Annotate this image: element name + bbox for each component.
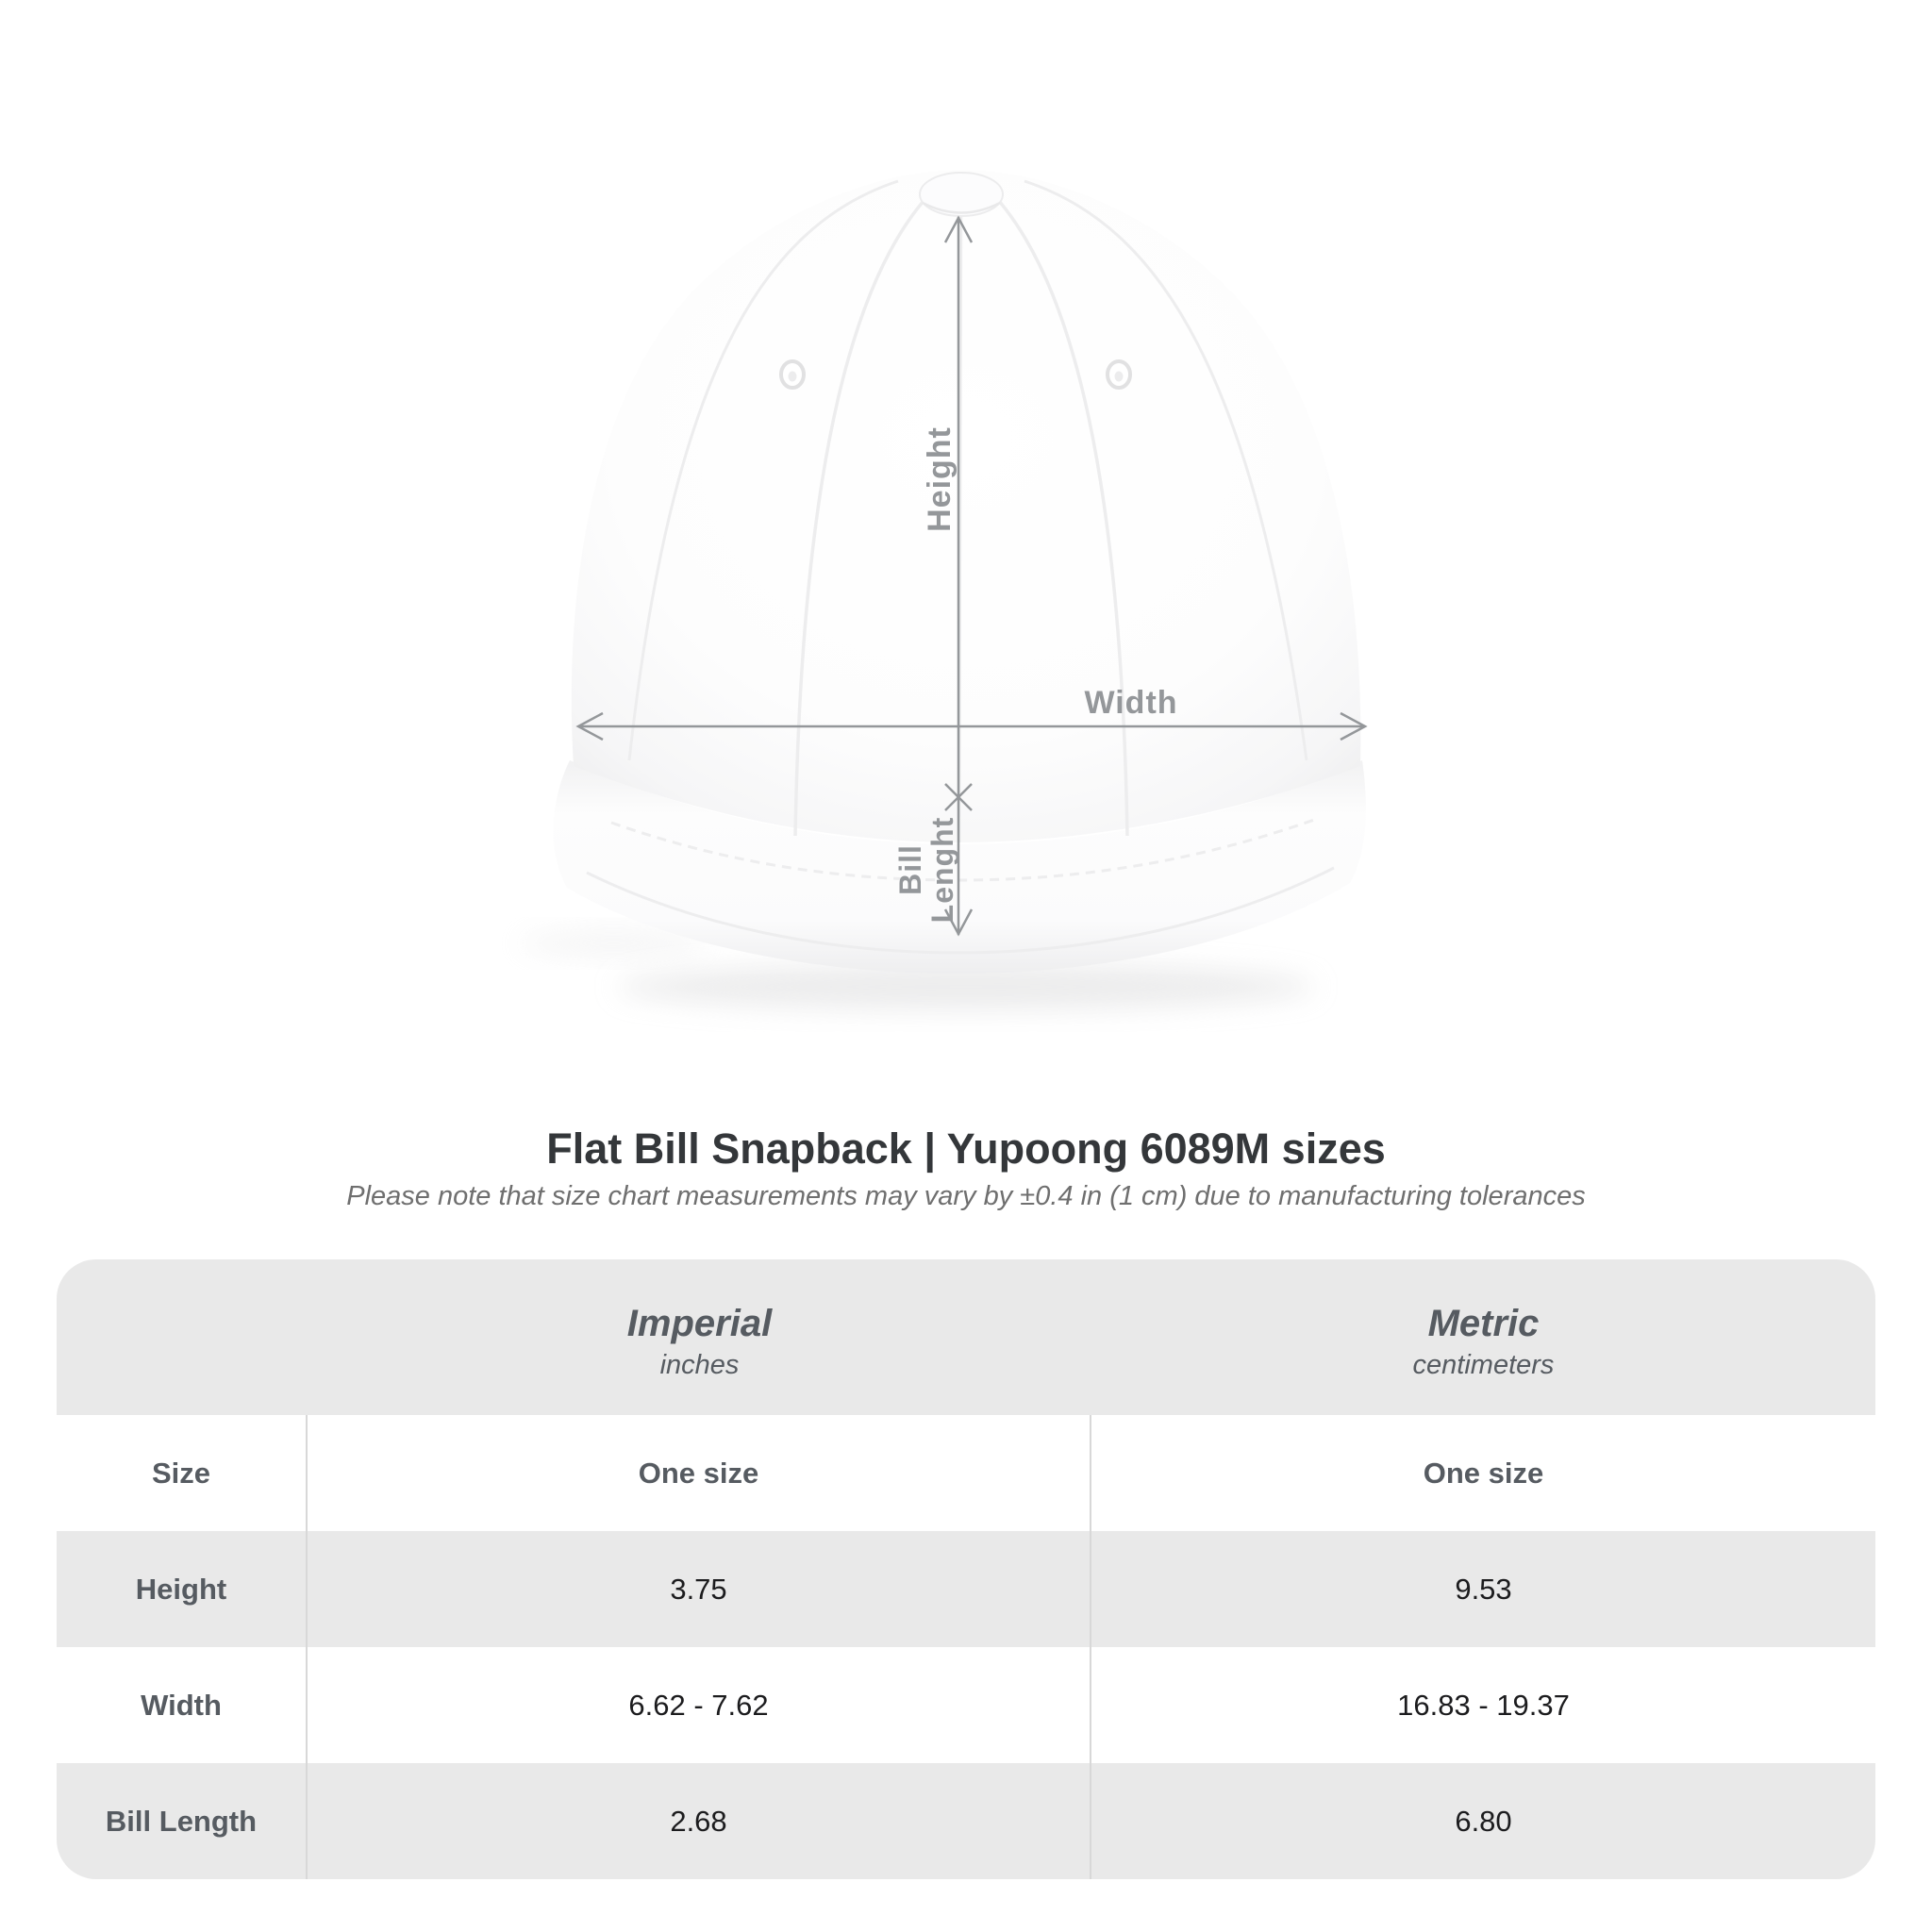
table-row-width xyxy=(57,1647,1875,1763)
row-label: Size xyxy=(57,1415,308,1531)
row-label: Bill Length xyxy=(57,1763,308,1879)
metric-header-cell xyxy=(1091,1259,1875,1415)
metric-value: 16.83 - 19.37 xyxy=(1397,1688,1570,1722)
metric-unit-label: centimeters xyxy=(1412,1350,1555,1380)
imperial-unit-label: inches xyxy=(659,1350,740,1380)
page-title: Flat Bill Snapback | Yupoong 6089M sizes xyxy=(546,1124,1386,1173)
width-dimension-label: Width xyxy=(1084,685,1178,721)
row-label: Height xyxy=(57,1531,308,1647)
metric-value: 9.53 xyxy=(1455,1572,1512,1606)
imperial-value: One size xyxy=(308,1415,1091,1531)
table-row-size xyxy=(57,1415,1875,1531)
metric-value: One size xyxy=(1423,1456,1544,1490)
imperial-value: 2.68 xyxy=(308,1763,1091,1879)
size-table xyxy=(57,1259,1875,1879)
bill-length-dimension-label-line2: Lenght xyxy=(925,816,959,924)
imperial-header-label: Imperial xyxy=(626,1303,773,1344)
imperial-header-cell xyxy=(308,1259,1091,1415)
size-table-unit-header xyxy=(57,1259,1875,1415)
imperial-value: 6.62 - 7.62 xyxy=(308,1647,1091,1763)
tolerance-note: Please note that size chart measurements may vary by ±0.4 in (1 cm) due to manufacturing tolerances xyxy=(346,1181,1586,1211)
bill-length-dimension-label-line1: Bill xyxy=(893,844,927,895)
imperial-value: 3.75 xyxy=(308,1531,1091,1647)
height-dimension-label: Height xyxy=(922,426,958,532)
metric-header-label: Metric xyxy=(1427,1303,1540,1344)
eyelet-left xyxy=(781,361,804,388)
hat-crown xyxy=(572,170,1361,842)
table-row-bill-length xyxy=(57,1763,1875,1879)
header-spacer-cell xyxy=(57,1259,308,1415)
row-label: Width xyxy=(57,1647,308,1763)
table-row-height xyxy=(57,1531,1875,1647)
eyelet-right xyxy=(1108,361,1130,388)
metric-value: 6.80 xyxy=(1455,1804,1512,1838)
top-button xyxy=(920,173,1003,216)
